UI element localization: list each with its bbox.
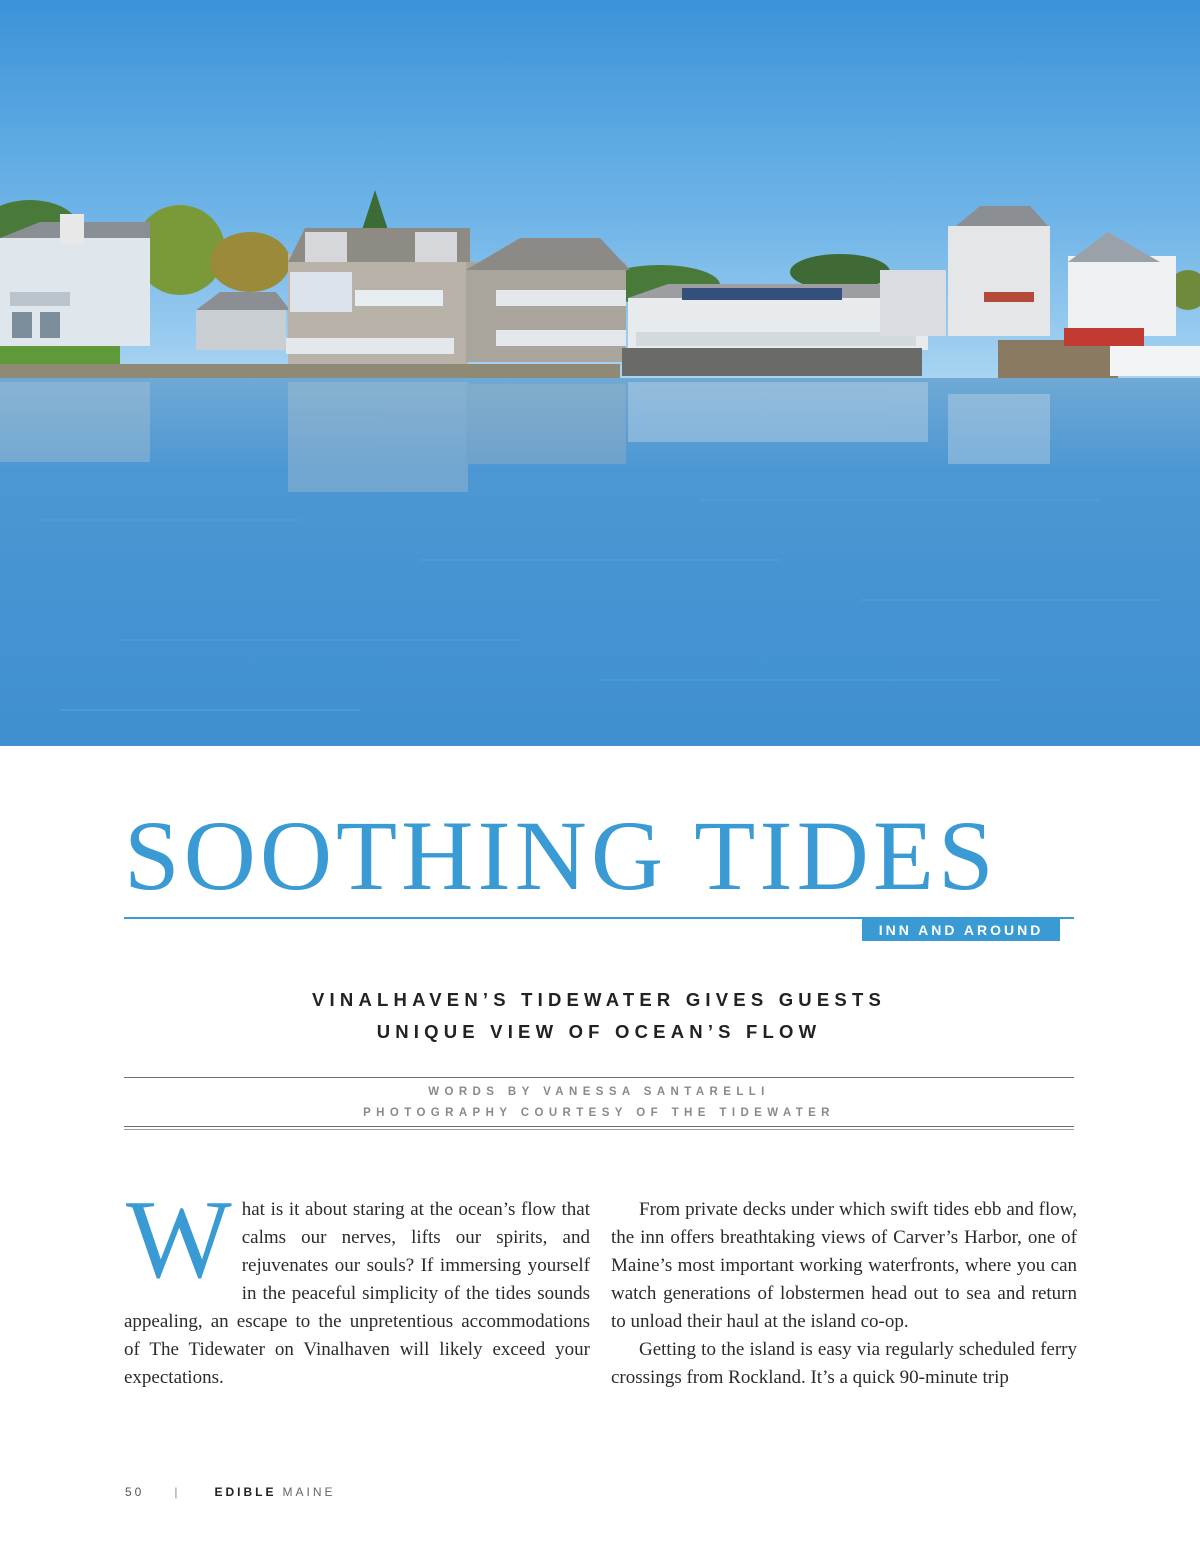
inn-building bbox=[286, 228, 630, 364]
body-column-left bbox=[124, 1178, 590, 1392]
left-house bbox=[0, 214, 150, 346]
credits bbox=[124, 1082, 1074, 1124]
body-paragraph-2: Getting to the island is easy via regularly scheduled ferry crossings from Rockland. It’s a quick 90-minute trip bbox=[611, 1339, 1077, 1388]
article-subhead bbox=[124, 984, 1074, 1048]
subhead-line-2: UNIQUE VIEW OF OCEAN’S FLOW bbox=[376, 1021, 822, 1042]
cottage bbox=[196, 292, 290, 350]
credits-bottom-rule bbox=[124, 1126, 1074, 1127]
harbor-photo-illustration bbox=[0, 0, 1200, 746]
credit-photo: PHOTOGRAPHY COURTESY OF THE TIDEWATER bbox=[363, 1107, 835, 1119]
credit-words: WORDS BY VANESSA SANTARELLI bbox=[428, 1086, 770, 1098]
brand-name-light: MAINE bbox=[282, 1485, 336, 1499]
hero-photo bbox=[0, 0, 1200, 746]
body-column-right bbox=[611, 1196, 1077, 1392]
intro-text: hat is it about staring at the ocean’s flow that calms our nerves, lifts our spirits, and rejuvenates our souls? If immersing yourself in the peaceful simplicity of the tides sounds appealing, an escape to the unpretentious accommodations of The Tidewater on Vinalhaven will likely exceed your expectations. bbox=[124, 1199, 590, 1388]
brand-name-bold: EDIBLE bbox=[214, 1485, 277, 1499]
body-paragraph-1: From private decks under which swift tides ebb and flow, the inn offers breathtaking views of Carver’s Harbor, one of Maine’s most important working waterfronts, where you can watch generations of lobstermen head out to sea and return to unload their haul at the island co-op. bbox=[611, 1199, 1077, 1332]
subhead-line-1: VINALHAVEN’S TIDEWATER GIVES GUESTS bbox=[312, 989, 886, 1010]
section-tag: INN AND AROUND bbox=[862, 919, 1060, 941]
page-footer bbox=[125, 1484, 336, 1500]
intro-paragraph bbox=[124, 1178, 590, 1392]
footer-separator: | bbox=[174, 1485, 181, 1499]
page-number: 50 bbox=[125, 1485, 145, 1499]
credits-bottom-rule-2 bbox=[124, 1129, 1074, 1130]
article-title: SOOTHING TIDES bbox=[124, 800, 998, 911]
credits-top-rule bbox=[124, 1077, 1074, 1078]
drop-cap: W bbox=[126, 1178, 232, 1302]
